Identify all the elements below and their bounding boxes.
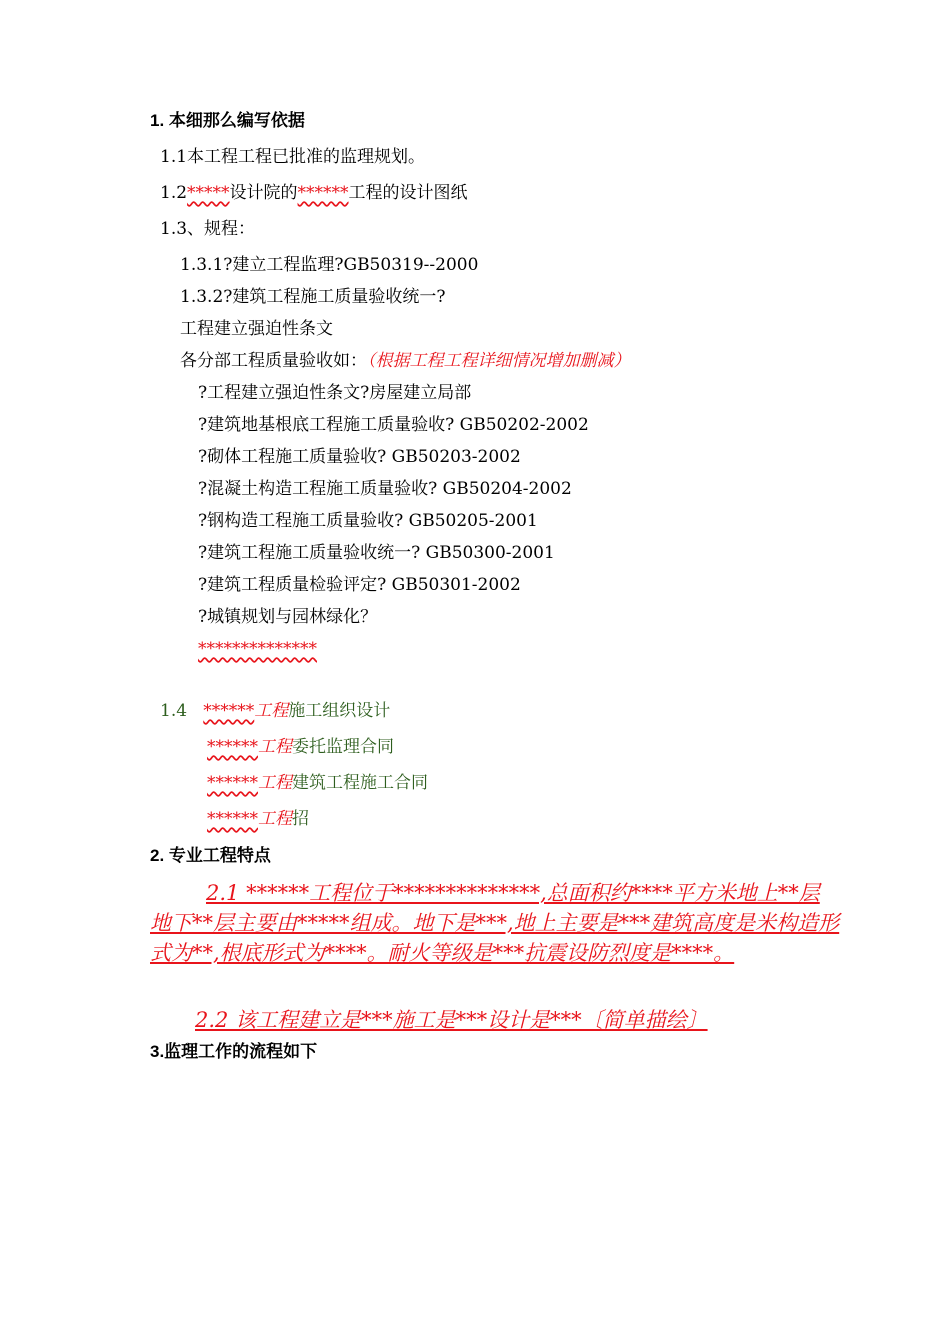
item-1-3-2: 1.3.2?建筑工程施工质量验收统一? <box>180 287 446 307</box>
standard-item: ?建筑工程施工质量验收统一? GB50300-2001 <box>198 543 555 563</box>
item-1-2-stars-b: ****** <box>297 183 349 203</box>
standard-item: ?钢构造工程施工质量验收? GB50205-2001 <box>198 511 538 531</box>
subparts-line <box>180 350 631 372</box>
stars-placeholder: ************** <box>198 639 317 659</box>
doc-stars: ****** <box>207 809 258 829</box>
contract-doc-line <box>207 772 428 794</box>
item-1-3-1: 1.3.1?建立工程监理?GB50319--2000 <box>180 255 479 275</box>
paragraph-2-2: 2.2 该工程建立是***施工是***设计是***〔简单描绘〕 <box>195 1008 708 1032</box>
item-1-4 <box>160 700 390 722</box>
paragraph-2-1: 2.1 ******工程位于**************,总面积约****平方米地上**层地下**层主要由*****组成。地下是***,地上主要是***建筑高度是米构造形式为**,根底形式为****。耐火等级是***抗震设防烈度是****。 <box>150 881 840 965</box>
contract-doc-line <box>207 736 394 758</box>
standard-item: ?砌体工程施工质量验收? GB50203-2002 <box>198 447 521 467</box>
standard-item: ?建筑地基根底工程施工质量验收? GB50202-2002 <box>198 415 589 435</box>
subparts-label: 各分部工程质量验收如： <box>180 351 367 371</box>
mandatory-provisions: 工程建立强迫性条文 <box>180 319 333 339</box>
doc-rest: 建筑工程施工合同 <box>292 773 428 793</box>
section-2-heading: 2. 专业工程特点 <box>150 846 271 865</box>
item-1-2-middle: 设计院的 <box>229 183 298 203</box>
item-1-4-number: 1.4 <box>160 701 188 721</box>
item-1-2-stars-a: ***** <box>187 183 230 203</box>
doc-rest: 委托监理合同 <box>292 737 394 757</box>
standard-item: ?建筑工程质量检验评定? GB50301-2002 <box>198 575 521 595</box>
item-1-4-word: 工程 <box>254 701 289 721</box>
section-3-heading: 3.监理工作的流程如下 <box>150 1042 318 1061</box>
standard-item: ?混凝土构造工程施工质量验收? GB50204-2002 <box>198 479 572 499</box>
standard-item: ?工程建立强迫性条文?房屋建立局部 <box>198 383 472 403</box>
subparts-note: （根据工程工程详细情况增加删减） <box>367 351 631 371</box>
section-1-heading: 1. 本细那么编写依据 <box>150 111 305 130</box>
doc-stars: ****** <box>207 773 258 793</box>
doc-word: 工程 <box>258 737 292 757</box>
doc-word: 工程 <box>258 773 292 793</box>
item-1-2-suffix: 工程的设计图纸 <box>348 183 468 203</box>
item-1-2 <box>160 182 468 204</box>
item-1-1: 1.1本工程工程已批准的监理规划。 <box>160 147 426 167</box>
doc-word: 工程 <box>258 809 292 829</box>
item-1-3: 1.3、规程： <box>160 219 256 239</box>
item-1-4-rest: 施工组织设计 <box>288 701 391 721</box>
doc-rest: 招 <box>292 809 309 829</box>
contract-doc-line <box>207 808 309 830</box>
doc-stars: ****** <box>207 737 258 757</box>
standard-item: ?城镇规划与园林绿化？ <box>198 607 378 627</box>
item-1-4-stars: ****** <box>203 701 255 721</box>
item-1-2-prefix: 1.2 <box>160 183 188 203</box>
